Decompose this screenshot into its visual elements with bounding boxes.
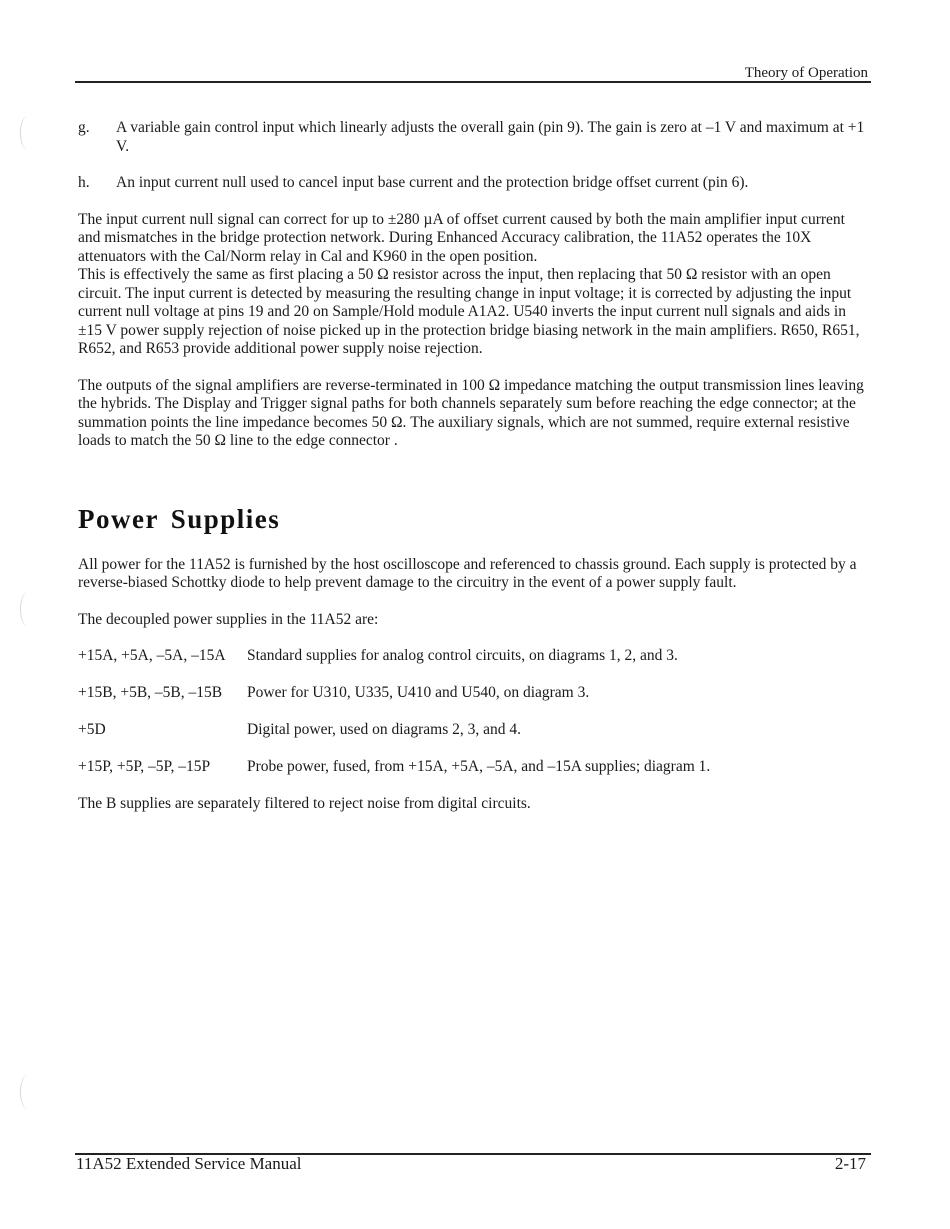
supply-name: +5D: [78, 721, 106, 738]
supply-description: Digital power, used on diagrams 2, 3, and 4.: [247, 721, 522, 738]
header-section-title: Theory of Operation: [744, 65, 868, 81]
paragraph-supply-list-intro: The decoupled power supplies in the 11A52 are:: [78, 610, 379, 628]
supply-name: +15P, +5P, –5P, –15P: [78, 758, 211, 775]
footer-manual-title: 11A52 Extended Service Manual: [76, 1154, 302, 1173]
page-content: [78, 119, 870, 832]
supply-description: Probe power, fused, from +15A, +5A, –5A, and –15A supplies; diagram 1.: [247, 758, 711, 775]
list-text: A variable gain control input which linearly adjusts the overall gain (pin 9). The gain is zero at –1 V and maximum at +1 V.: [116, 119, 865, 155]
supply-name: +15A, +5A, –5A, –15A: [78, 647, 226, 664]
supply-list: [78, 647, 870, 777]
supply-row: [78, 684, 870, 703]
paragraph-b-supplies: The B supplies are separately filtered to reject noise from digital circuits.: [78, 795, 531, 812]
list-item-h: [78, 174, 870, 193]
supply-row: [78, 721, 870, 740]
supply-row: [78, 758, 870, 777]
supply-description: Power for U310, U335, U410 and U540, on diagram 3.: [247, 684, 590, 701]
supply-row: [78, 647, 870, 666]
list-item-g: [78, 119, 870, 156]
paragraph-input-current-null-part1: The input current null signal can correct for up to ±280 µA of offset current caused by both the main amplifier input current and mismatches in the bridge protection network. During Enhanced Accuracy calibration, the 11A52 operates the 10X attenuators with the Cal/Norm relay in Cal and K960 in the open position.: [78, 210, 845, 265]
list-text: An input current null used to cancel input base current and the protection bridge offset current (pin 6).: [116, 174, 749, 191]
header-rule: [75, 81, 871, 83]
section-heading-power-supplies: Power Supplies: [78, 503, 281, 534]
paragraph-power-intro: All power for the 11A52 is furnished by the host oscilloscope and referenced to chassis ground. Each supply is protected by a reverse-biased Schottky diode to help prevent damage to the circuitry in the event of a power supply fault.: [78, 555, 857, 591]
margin-mark-middle: [20, 592, 35, 626]
paragraph-input-current-null-part2: This is effectively the same as first placing a 50 Ω resistor across the input, then replacing that 50 Ω resistor with an open circuit. The input current is detected by measuring the resulting change in input voltage; it is corrected by adjusting the input current null voltage at pins 19 and 20 on Sample/Hold module A1A2. U540 inverts the input current null signals and aids in ±15 V power supply rejection of noise picked up in the protection bridge biasing network in the main amplifiers. R650, R651, R652, and R653 provide additional power supply noise rejection.: [78, 266, 860, 357]
supply-description: Standard supplies for analog control circuits, on diagrams 1, 2, and 3.: [247, 647, 678, 664]
supply-name: +15B, +5B, –5B, –15B: [78, 684, 223, 701]
paragraph-input-current-null: [78, 211, 870, 359]
list-marker: h.: [78, 174, 90, 191]
paragraph-signal-outputs: The outputs of the signal amplifiers are reverse-terminated in 100 Ω impedance matching the output transmission lines leaving the hybrids. The Display and Trigger signal paths for both channels separately sum before reaching the edge connector; at the summation points the line impedance becomes 50 Ω. The auxiliary signals, which are not summed, require external resistive loads to match the 50 Ω line to the edge connector .: [78, 376, 864, 449]
list-marker: g.: [78, 119, 90, 136]
footer-page-number: 2-17: [834, 1154, 866, 1173]
margin-mark-top: [20, 116, 35, 150]
margin-mark-bottom: [20, 1075, 35, 1109]
